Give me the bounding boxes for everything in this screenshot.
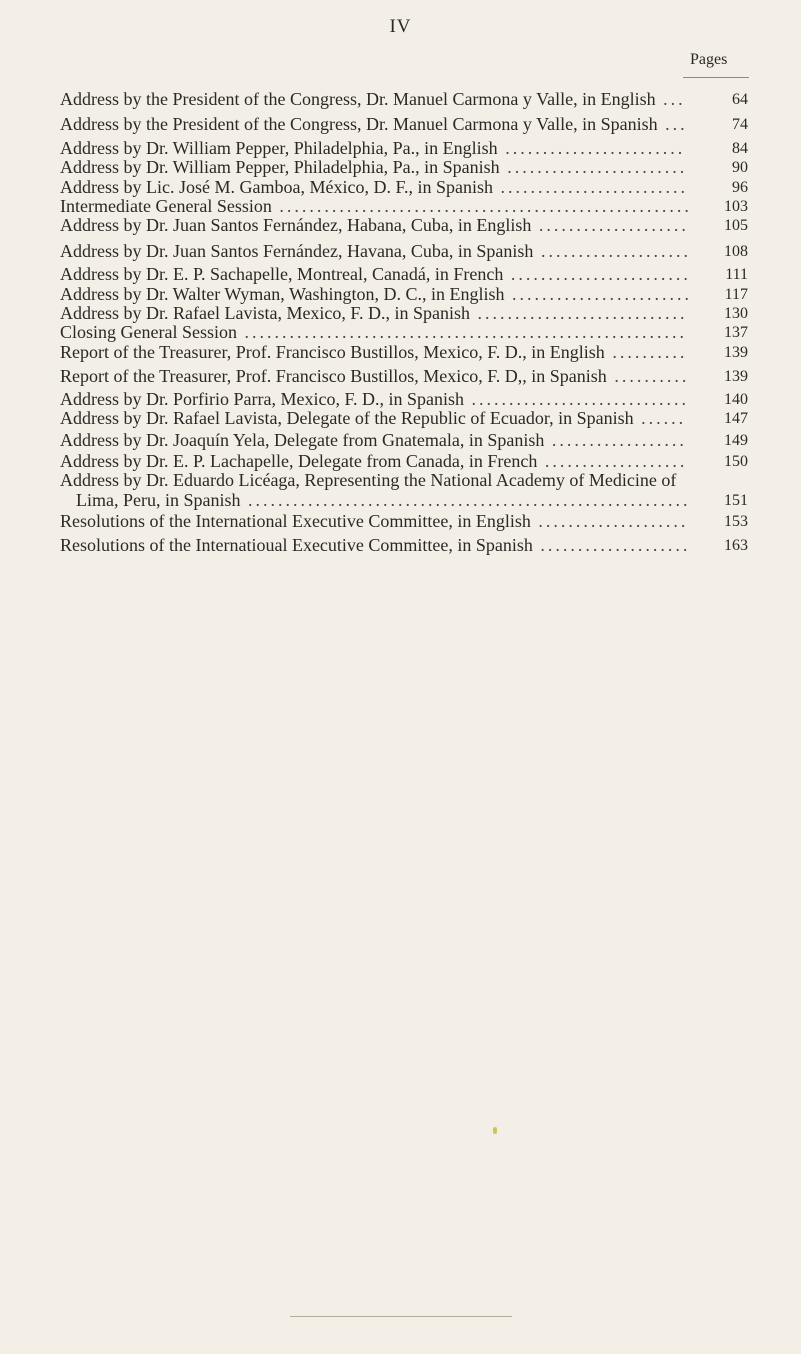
toc-entry-title: [60, 536, 692, 555]
dot-leader: .........................: [493, 176, 689, 197]
toc-entry-page: 117: [724, 285, 748, 303]
dot-leader: ........................: [497, 137, 686, 158]
page-number: IV: [389, 16, 412, 37]
dot-leader: .............................: [464, 388, 690, 409]
toc-entry: [60, 90, 782, 109]
toc-entry-title: [60, 242, 692, 261]
toc-entry-title: [60, 285, 692, 304]
dot-leader: ..................: [544, 429, 687, 450]
header-rule: [683, 77, 749, 78]
toc-entry-page: 111: [725, 266, 748, 284]
toc-entry-text: Address by Dr. Rafael Lavista, Mexico, F. D., in Spanish: [60, 303, 471, 324]
toc-entry: [60, 216, 782, 235]
toc-entry-title: [60, 304, 692, 323]
toc-entry: [60, 409, 782, 428]
toc-entry-text: Resolutions of the International Executive Committee, in English: [60, 511, 531, 532]
dot-leader: ...........................................................: [240, 489, 691, 510]
toc-entry-text: Address by Dr. Eduardo Licéaga, Representing the National Academy of Medicine of Lima, Peru, in Spanish: [60, 470, 677, 510]
toc-entry-title: [60, 216, 692, 235]
table-of-contents: [60, 90, 782, 555]
toc-entry-text: Address by Dr. Porfirio Parra, Mexico, F. D., in Spanish: [60, 388, 465, 409]
toc-entry-text: Address by Dr. Juan Santos Fernández, Habana, Cuba, in English: [60, 215, 532, 236]
dot-leader: ....................: [530, 511, 689, 532]
toc-entry-title: [60, 323, 692, 342]
toc-entry-title: [60, 452, 692, 471]
dot-leader: ........................: [504, 283, 692, 304]
toc-entry-page: 139: [724, 343, 748, 361]
dot-leader: ....................: [531, 215, 689, 236]
toc-entry-text: Report of the Treasurer, Prof. Francisco Bustillos, Mexico, F. D., in English: [60, 341, 605, 362]
toc-entry-page: 90: [732, 159, 748, 177]
toc-entry-text: Address by Dr. Rafael Lavista, Delegate of the Republic of Ecuador, in Spanish: [60, 408, 634, 429]
toc-entry: [60, 452, 782, 471]
dot-leader: .......................................................: [271, 196, 692, 217]
toc-entry-title: [60, 367, 692, 386]
toc-entry-text: Closing General Session: [60, 322, 237, 343]
toc-entry-page: 103: [724, 198, 748, 216]
toc-entry-page: 150: [724, 452, 748, 470]
dot-leader: ...................: [537, 450, 688, 471]
toc-entry-page: 130: [724, 305, 748, 323]
toc-entry-title: [60, 409, 692, 428]
toc-entry-text: Address by Dr. E. P. Sachapelle, Montreal, Canadá, in French: [60, 264, 504, 285]
toc-entry-text: Address by Dr. Walter Wyman, Washington, D. C., in English: [60, 283, 505, 304]
toc-entry-text: Address by Dr. William Pepper, Philadelphia, Pa., in Spanish: [60, 157, 500, 178]
dot-leader: ....................: [532, 534, 691, 555]
toc-entry: [60, 431, 782, 450]
toc-entry-page: 64: [732, 91, 748, 108]
pages-column-heading: Pages: [690, 51, 728, 68]
dot-leader: ...........................................................: [237, 322, 687, 343]
toc-entry-text: Address by Lic. José M. Gamboa, México, D. F., in Spanish: [60, 176, 494, 197]
toc-entry-title: [60, 158, 692, 177]
ink-mark: [493, 1127, 497, 1134]
toc-entry: [60, 343, 782, 362]
toc-entry: [60, 471, 782, 510]
toc-entry: [60, 512, 782, 531]
toc-entry-title: [60, 265, 692, 284]
toc-entry-text: Resolutions of the Internatioual Executive Committee, in Spanish: [60, 534, 533, 555]
toc-entry: [60, 139, 782, 158]
toc-entry-title: [60, 471, 692, 510]
toc-entry-text: Address by Dr. Juan Santos Fernández, Havana, Cuba, in Spanish: [60, 240, 534, 261]
toc-entry-text: Intermediate General Session: [60, 196, 272, 217]
toc-entry: [60, 304, 782, 323]
bottom-rule: [290, 1316, 512, 1317]
dot-leader: ........................: [503, 264, 691, 285]
dot-leader: ..........: [606, 366, 690, 387]
dot-leader: ....................: [533, 240, 691, 261]
toc-entry-title: [60, 178, 692, 197]
toc-entry-text: Address by Dr. Joaquín Yela, Delegate from Gnatemala, in Spanish: [60, 429, 545, 450]
toc-entry-title: [60, 390, 692, 409]
toc-entry-title: [60, 197, 692, 216]
toc-entry-page: 149: [724, 431, 748, 449]
toc-entry-page: 139: [724, 368, 748, 386]
toc-entry: [60, 265, 782, 284]
dot-leader: ..........: [604, 341, 688, 362]
toc-entry: [60, 178, 782, 197]
toc-entry: [60, 115, 782, 134]
toc-entry-page: 153: [724, 513, 748, 531]
toc-entry-title: [60, 343, 692, 362]
toc-entry-title: [60, 431, 692, 450]
toc-entry-page: 108: [724, 242, 748, 260]
toc-entry: [60, 242, 782, 261]
toc-entry: [60, 367, 782, 386]
toc-entry: [60, 536, 782, 555]
toc-entry: [60, 285, 782, 304]
toc-entry-page: 147: [724, 410, 748, 428]
toc-entry-title: [60, 512, 692, 531]
dot-leader: ........................: [499, 157, 688, 178]
toc-entry-text: Address by the President of the Congress, Dr. Manuel Carmona y Valle, in English: [60, 89, 656, 109]
dot-leader: ......: [633, 408, 687, 429]
toc-entry-page: 151: [724, 491, 748, 509]
toc-entry-page: 137: [724, 324, 748, 342]
toc-entry-title: [60, 90, 692, 109]
toc-entry-page: 96: [732, 178, 748, 196]
toc-entry-text: Address by Dr. E. P. Lachapelle, Delegate from Canada, in French: [60, 450, 538, 471]
dot-leader: ...: [655, 89, 686, 109]
toc-entry: [60, 158, 782, 177]
toc-entry: [60, 197, 782, 216]
toc-entry-page: 74: [732, 116, 748, 134]
toc-entry-text: Address by Dr. William Pepper, Philadelphia, Pa., in English: [60, 137, 498, 158]
toc-entry: [60, 323, 782, 342]
toc-entry-page: 140: [724, 390, 748, 408]
dot-leader: ............................: [470, 303, 688, 324]
toc-entry-page: 163: [724, 536, 748, 554]
toc-entry-text: Report of the Treasurer, Prof. Francisco Bustillos, Mexico, F. D,, in Spanish: [60, 366, 607, 387]
toc-entry-text: Address by the President of the Congress, Dr. Manuel Carmona y Valle, in Spanish: [60, 114, 658, 135]
dot-leader: ...: [657, 114, 688, 135]
toc-entry-title: [60, 139, 692, 158]
toc-entry-page: 105: [724, 217, 748, 235]
toc-entry-title: [60, 115, 692, 134]
toc-entry: [60, 390, 782, 409]
toc-entry-page: 84: [732, 139, 748, 157]
